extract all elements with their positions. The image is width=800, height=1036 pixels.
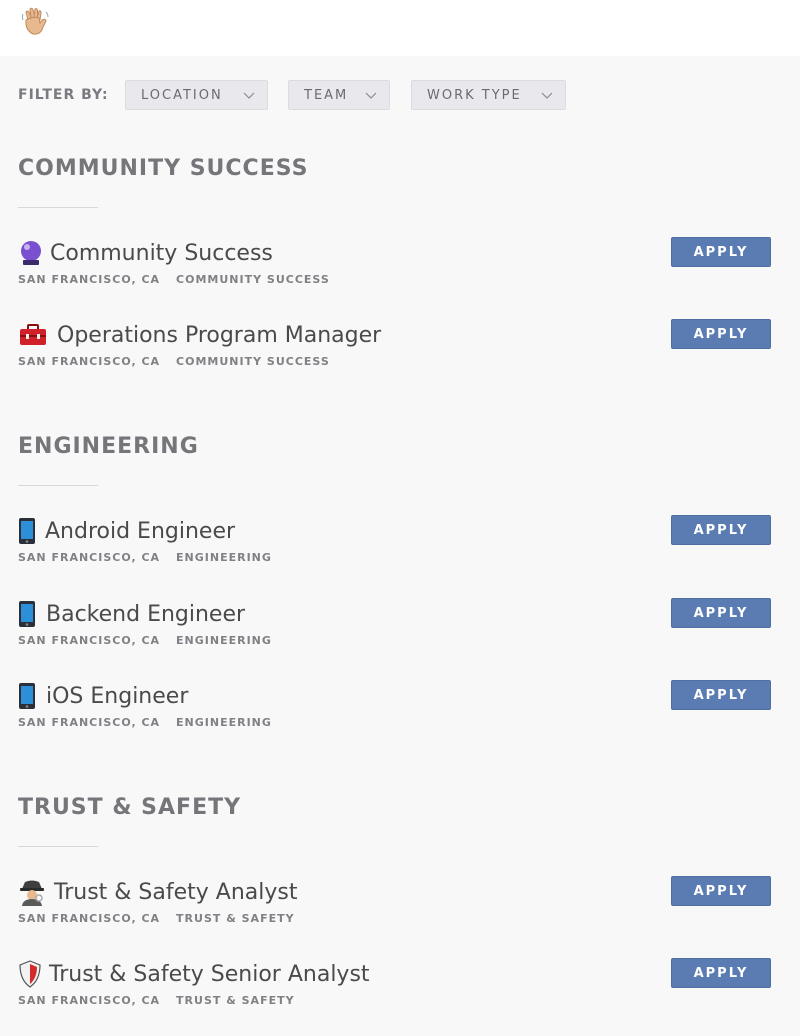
job-team: ENGINEERING: [176, 634, 272, 647]
job-title-link[interactable]: Community Success: [50, 240, 273, 266]
apply-button[interactable]: APPLY: [671, 598, 771, 628]
job-listing: [18, 321, 778, 381]
job-team: TRUST & SAFETY: [176, 912, 295, 925]
job-location: SAN FRANCISCO, CA: [18, 551, 161, 564]
toolbox-icon: [18, 321, 57, 349]
job-meta: [18, 634, 272, 647]
mobile-phone-icon: [18, 517, 45, 545]
job-location: SAN FRANCISCO, CA: [18, 273, 161, 286]
job-meta: [18, 273, 330, 286]
job-title-link[interactable]: iOS Engineer: [46, 683, 189, 709]
apply-button[interactable]: APPLY: [671, 876, 771, 906]
job-location: SAN FRANCISCO, CA: [18, 912, 161, 925]
job-listing: [18, 517, 778, 577]
apply-button[interactable]: APPLY: [671, 319, 771, 349]
job-title-row: [18, 960, 370, 988]
section-title-engineering: ENGINEERING: [18, 434, 199, 459]
job-location: SAN FRANCISCO, CA: [18, 355, 161, 368]
section-divider: [18, 207, 98, 208]
team-filter-dropdown[interactable]: [288, 80, 390, 110]
job-team: TRUST & SAFETY: [176, 994, 295, 1007]
job-title-row: [18, 517, 235, 545]
apply-button[interactable]: APPLY: [671, 515, 771, 545]
job-team: COMMUNITY SUCCESS: [176, 273, 330, 286]
job-listing: [18, 600, 778, 660]
location-filter-label: LOCATION: [141, 87, 223, 103]
job-listing: [18, 878, 778, 938]
chevron-down-icon: [365, 92, 377, 100]
location-filter-dropdown[interactable]: [125, 80, 268, 110]
work-type-filter-label: WORK TYPE: [427, 87, 522, 103]
job-listing: [18, 682, 778, 742]
filter-label: FILTER BY:: [18, 87, 109, 103]
job-title-row: [18, 682, 188, 710]
work-type-filter-dropdown[interactable]: [411, 80, 566, 110]
section-title-community-success: COMMUNITY SUCCESS: [18, 156, 309, 181]
job-location: SAN FRANCISCO, CA: [18, 716, 161, 729]
job-location: SAN FRANCISCO, CA: [18, 994, 161, 1007]
job-team: ENGINEERING: [176, 551, 272, 564]
job-title-row: [18, 239, 273, 267]
section-title-trust-safety: TRUST & SAFETY: [18, 795, 242, 820]
apply-button[interactable]: APPLY: [671, 237, 771, 267]
apply-button[interactable]: APPLY: [671, 680, 771, 710]
job-meta: [18, 551, 272, 564]
job-listing: [18, 239, 778, 299]
mobile-phone-icon: [18, 600, 46, 628]
top-bar: [0, 0, 800, 56]
job-title-row: [18, 321, 381, 349]
waving-hand-icon[interactable]: [20, 6, 52, 38]
filter-bar: [18, 80, 125, 110]
job-title-row: [18, 600, 245, 628]
job-location: SAN FRANCISCO, CA: [18, 634, 161, 647]
detective-icon: [18, 878, 54, 906]
job-team: COMMUNITY SUCCESS: [176, 355, 330, 368]
mobile-phone-icon: [18, 682, 46, 710]
apply-button[interactable]: APPLY: [671, 958, 771, 988]
shield-icon: [18, 960, 49, 988]
job-listing: [18, 960, 778, 1020]
job-meta: [18, 912, 295, 925]
job-team: ENGINEERING: [176, 716, 272, 729]
job-meta: [18, 716, 272, 729]
job-title-row: [18, 878, 297, 906]
job-meta: [18, 355, 330, 368]
job-title-link[interactable]: Backend Engineer: [46, 601, 246, 627]
job-title-link[interactable]: Operations Program Manager: [57, 322, 382, 348]
section-divider: [18, 846, 98, 847]
job-title-link[interactable]: Trust & Safety Senior Analyst: [49, 961, 370, 987]
chevron-down-icon: [541, 92, 553, 100]
crystal-ball-icon: [18, 239, 50, 267]
job-title-link[interactable]: Android Engineer: [45, 518, 236, 544]
chevron-down-icon: [243, 92, 255, 100]
team-filter-label: TEAM: [304, 87, 349, 103]
job-meta: [18, 994, 295, 1007]
section-divider: [18, 485, 98, 486]
job-title-link[interactable]: Trust & Safety Analyst: [54, 879, 298, 905]
